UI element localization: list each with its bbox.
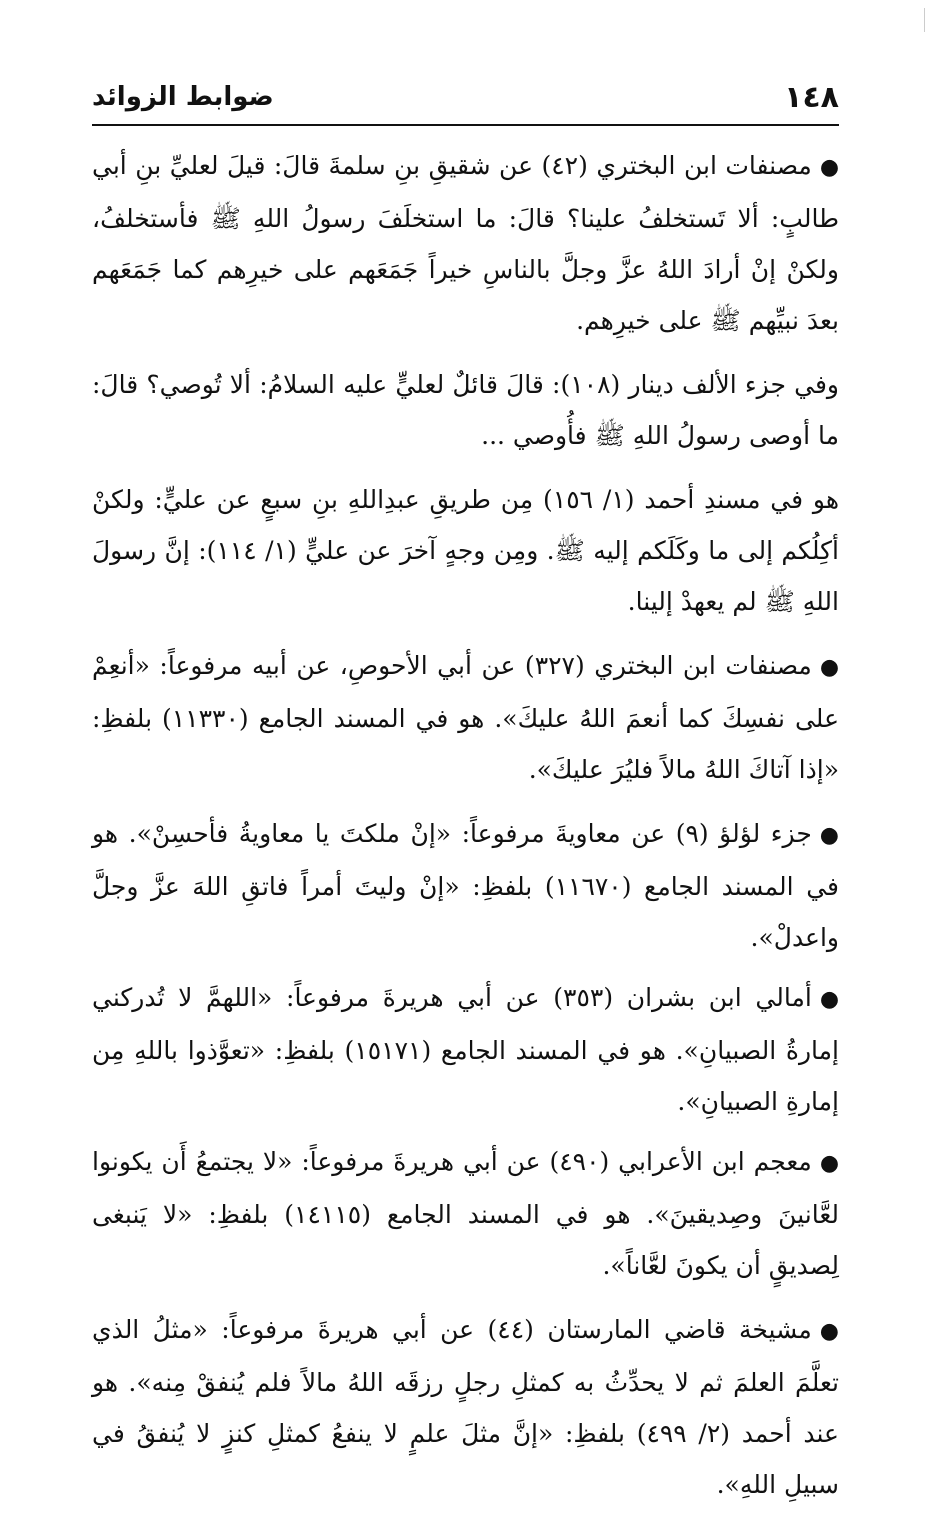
page-body (92, 140, 839, 1523)
paragraph-text: أمالي ابن بشران (٣٥٣) عن أبي هريرةَ مرفوعاً: «اللهمَّ لا تُدركني إمارةُ الصبيانِ». هو في المسند الجامع (١٥١٧١) بلفظِ: «تعوَّذوا باللهِ مِن إمارةِ الصبيانِ». (92, 983, 839, 1116)
bullet-marker: ● (819, 823, 839, 848)
entry-paragraph (92, 640, 839, 795)
note-paragraph (92, 474, 839, 627)
paragraph-text: مشيخة قاضي المارستان (٤٤) عن أبي هريرةَ مرفوعاً: «مثلُ الذي تعلَّمَ العلمَ ثم لا يحدِّثُ به كمثلِ رجلٍ رزقَه اللهُ مالاً فلم يُنفقْ مِنه». هو عند أحمد (٢/ ٤٩٩) بلفظِ: «إنَّ مثلَ علمٍ لا ينفعُ كمثلِ كنزٍ لا يُنفقُ في سبيلِ اللهِ». (92, 1315, 839, 1499)
page-number: ١٤٨ (784, 80, 839, 115)
entry-paragraph (92, 808, 839, 963)
entry-paragraph (92, 1304, 839, 1510)
bullet-marker: ● (819, 1151, 840, 1176)
header-divider (92, 124, 839, 126)
entry-paragraph (92, 140, 839, 346)
paragraph-text: جزء لؤلؤ (٩) عن معاويةَ مرفوعاً: «إنْ ملكتَ يا معاويةُ فأحسِنْ». هو في المسند الجامع (١١٦٧٠) بلفظِ: «إنْ وليتَ أمراً فاتقِ اللهَ عزَّ وجلَّ واعدلْ». (92, 819, 839, 952)
entry-paragraph (92, 972, 839, 1127)
scan-edge-mark (924, 8, 931, 32)
bullet-marker: ● (819, 655, 840, 680)
bullet-marker: ● (819, 1319, 839, 1344)
paragraph-text: مصنفات ابن البختري (٤٢) عن شقيقِ بنِ سلمةَ قالَ: قيلَ لعليِّ بنِ أبي طالبٍ: ألا تَستخلفُ علينا؟ قالَ: ما استخلَفَ رسولُ اللهِ ﷺ فأستخلفُ، ولكنْ إنْ أرادَ اللهُ عزَّ وجلَّ بالناسِ خيراً جَمَعَهم على خيرِهم كما جَمَعَهم بعدَ نبيِّهم ﷺ على خيرِهم. (92, 151, 839, 335)
entry-paragraph (92, 1136, 839, 1291)
running-title: ضوابط الزوائد (92, 82, 274, 112)
paragraph-text: وفي جزء الألف دينار (١٠٨): قالَ قائلٌ لعليٍّ عليه السلامُ: ألا تُوصي؟ قالَ: ما أوصى رسولُ اللهِ ﷺ فأُوصي ... (92, 370, 839, 450)
paragraph-text: مصنفات ابن البختري (٣٢٧) عن أبي الأحوصِ، عن أبيه مرفوعاً: «أنعِمْ على نفسِكَ كما أنعمَ اللهُ عليكَ». هو في المسند الجامع (١١٣٣٠) بلفظِ: «إذا آتاكَ اللهُ مالاً فليُرَ عليكَ». (92, 651, 839, 784)
paragraph-text: معجم ابن الأعرابي (٤٩٠) عن أبي هريرةَ مرفوعاً: «لا يجتمعُ أَن يكونوا لعَّانينَ وصِديقينَ». هو في المسند الجامع (١٤١١٥) بلفظِ: «لا يَنبغى لِصديقٍ أن يكونَ لعَّاناً». (92, 1147, 840, 1280)
bullet-marker: ● (819, 155, 840, 180)
paragraph-text: هو في مسندِ أحمد (١/ ١٥٦) مِن طريقِ عبدِاللهِ بنِ سبعٍ عن عليٍّ: ولكنْ أكِلُكم إلى ما وكَلَكم إليه ﷺ. ومِن وجهٍ آخرَ عن عليٍّ (١/ ١١٤): إنَّ رسولَ اللهِ ﷺ لم يعهدْ إلينا. (92, 485, 839, 616)
bullet-marker: ● (819, 987, 840, 1012)
note-paragraph (92, 359, 839, 461)
page-header (92, 82, 839, 122)
